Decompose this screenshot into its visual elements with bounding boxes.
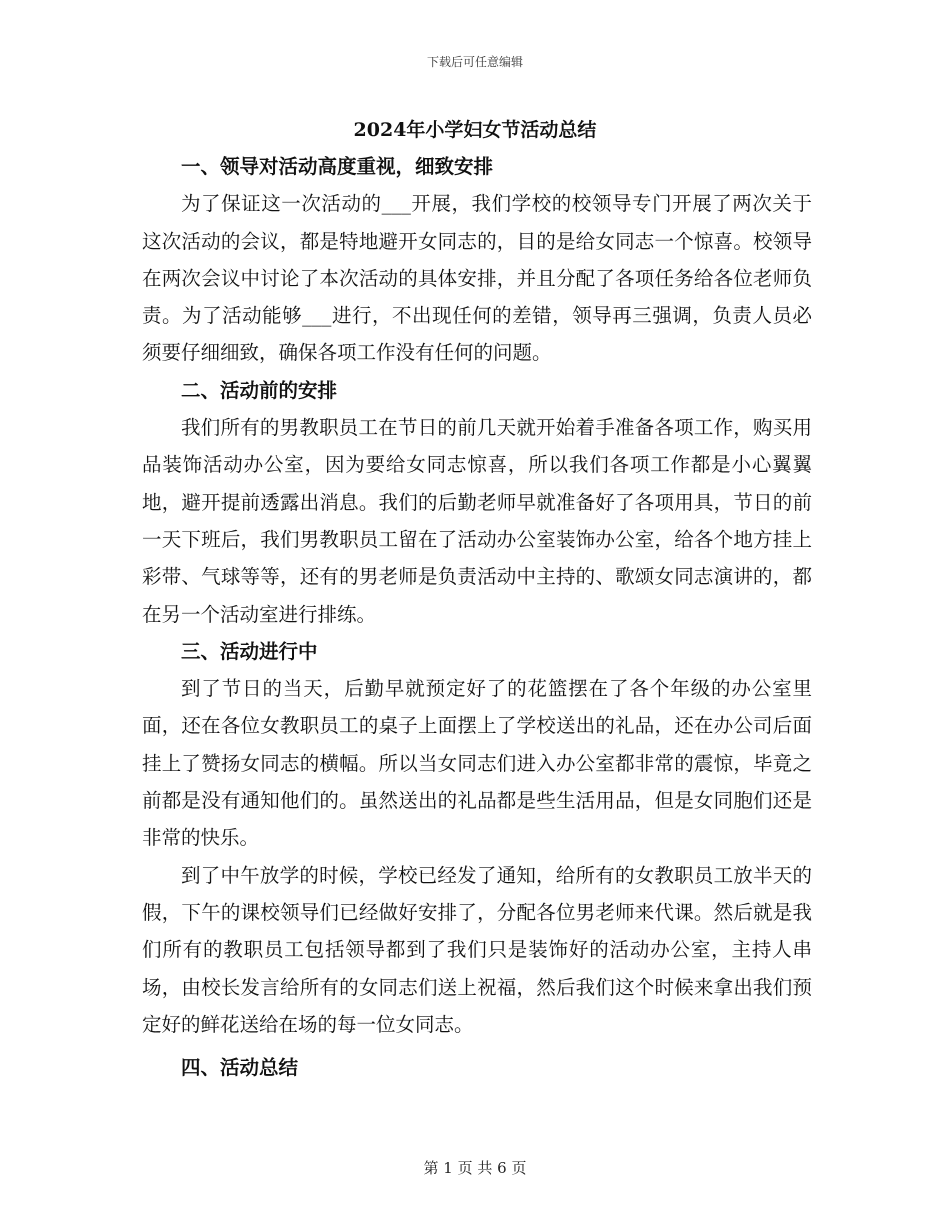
section-1-paragraph-1: 为了保证这一次活动的___开展，我们学校的校领导专门开展了两次关于这次活动的会议，都是特地避开女同志的，目的是给女同志一个惊喜。校领导在两次会议中讨论了本次活动的具体安排，并且分配了各项任务给各位老师负责。为了活动能够___进行，不出现任何的差错，领导再三强调，负责人员必须要仔细细致，确保各项工作没有任何的问题。: [142, 192, 812, 365]
section-heading-4: 四、活动总结: [181, 1056, 299, 1080]
document-title: 2024年小学妇女节活动总结: [353, 119, 597, 141]
section-heading-1: 一、领导对活动高度重视，细致安排: [181, 155, 494, 178]
document-body: [142, 148, 812, 1086]
section-2-paragraph-1: 我们所有的男教职员工在节日的前几天就开始着手准备各项工作，购买用品装饰活动办公室，因为要给女同志惊喜，所以我们各项工作都是小心翼翼地，避开提前透露出消息。我们的后勤老师早就准备好了各项用具，节日的前一天下班后，我们男教职员工留在了活动办公室装饰办公室，给各个地方挂上彩带、气球等等，还有的男老师是负责活动中主持的、歌颂女同志演讲的，都在另一个活动室进行排练。: [142, 416, 812, 626]
header-note: 下载后可任意编辑: [426, 55, 523, 69]
section-3-paragraph-2: 到了中午放学的时候，学校已经发了通知，给所有的女教职员工放半天的假，下午的课校领导们已经做好安排了，分配各位男老师来代课。然后就是我们所有的教职员工包括领导都到了我们只是装饰好的活动办公室，主持人串场，由校长发言给所有的女同志们送上祝福，然后我们这个时候来拿出我们预定好的鲜花送给在场的每一位女同志。: [142, 863, 812, 1036]
page-number: 第 1 页 共 6 页: [423, 1159, 527, 1177]
section-3-paragraph-1: 到了节日的当天，后勤早就预定好了的花篮摆在了各个年级的办公室里面，还在各位女教职员工的桌子上面摆上了学校送出的礼品，还在办公司后面挂上了赞扬女同志的横幅。所以当女同志们进入办公室都非常的震惊，毕竟之前都是没有通知他们的。虽然送出的礼品都是些生活用品，但是女同胞们还是非常的快乐。: [142, 677, 812, 850]
section-heading-3: 三、活动进行中: [181, 639, 318, 663]
section-heading-2: 二、活动前的安排: [181, 378, 338, 402]
